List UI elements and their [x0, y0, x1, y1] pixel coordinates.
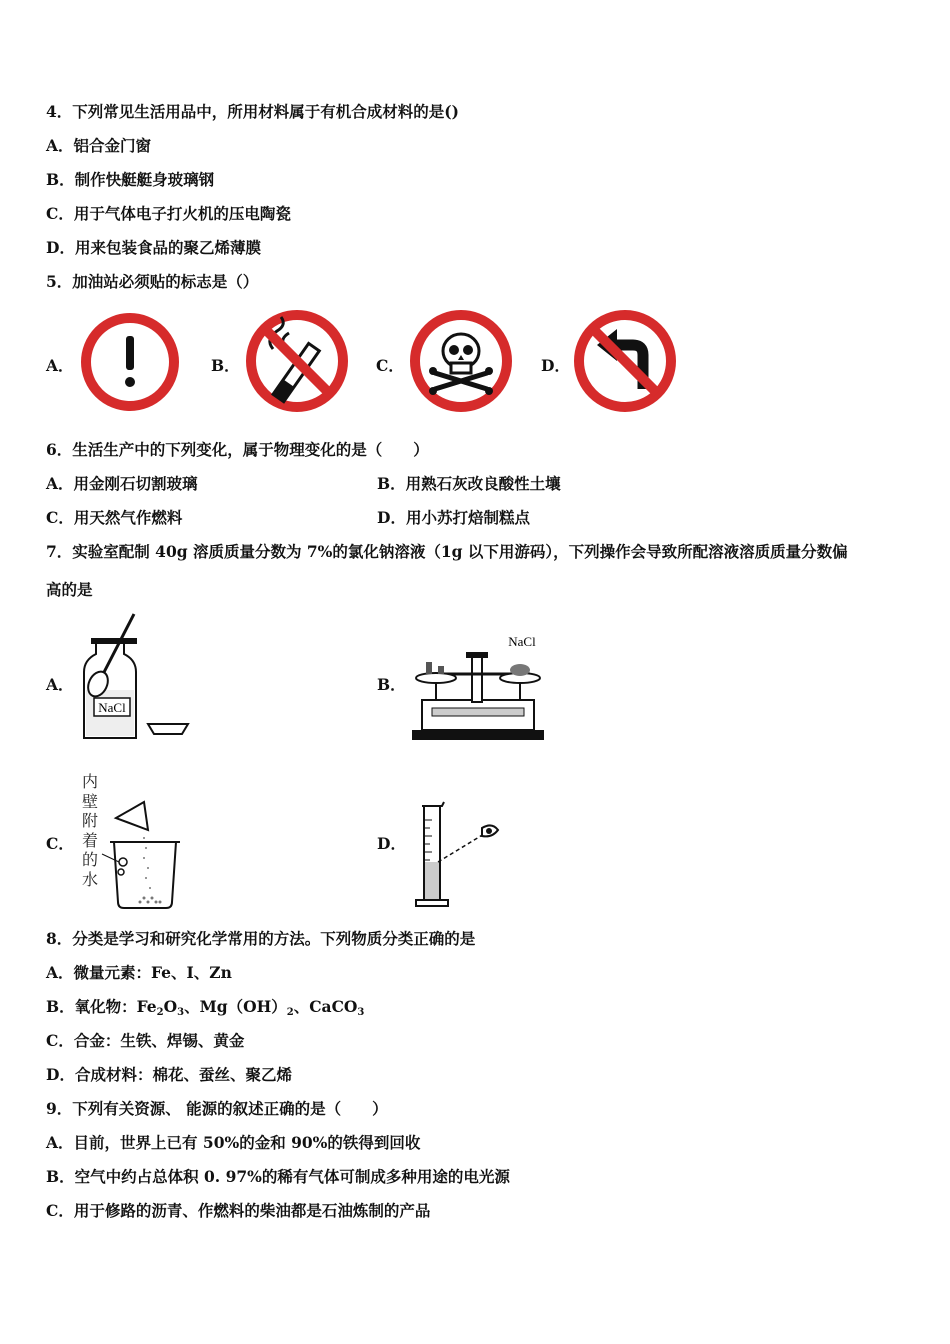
nacl-reagent-jar-with-spoon-icon	[78, 610, 193, 742]
note-char-2: 壁	[82, 791, 99, 811]
q8-option-d: D．合成材料：棉花、蚕丝、聚乙烯	[46, 1065, 292, 1084]
q7-label-a: A．	[46, 675, 74, 694]
note-char-1: 内	[82, 772, 99, 791]
q5-label-c: C．	[376, 356, 404, 375]
q4-option-c: C．用于气体电子打火机的压电陶瓷	[46, 204, 291, 223]
q8-option-c: C．合金：生铁、焊锡、黄金	[46, 1031, 245, 1050]
q8-b-text: 、Mg（OH）	[184, 997, 287, 1016]
jar-label-text: NaCl	[98, 700, 126, 715]
q4-option-a: A．铝合金门窗	[46, 136, 152, 155]
q9-option-b: B．空气中约占总体积 0. 97%的稀有气体可制成多种用途的电光源	[46, 1167, 510, 1186]
q9-stem: 9．下列有关资源、 能源的叙述正确的是（ ）	[46, 1099, 388, 1118]
graduated-cylinder-eye-icon	[412, 800, 502, 912]
q8-b-subscript: 2	[156, 1007, 164, 1018]
q7-stem-line1: 7．实验室配制 40g 溶质质量分数为 7%的氯化钠溶液（1g 以下用游码），下列操作会导致所配溶液溶质质量分数偏	[46, 542, 848, 561]
toxic-skull-sign-icon	[407, 307, 515, 415]
no-left-turn-sign-icon	[571, 307, 681, 415]
q6-option-b: B．用熟石灰改良酸性土壤	[377, 474, 561, 493]
q8-option-a: A．微量元素：Fe、I、Zn	[46, 963, 232, 982]
q8-stem: 8．分类是学习和研究化学常用的方法。下列物质分类正确的是	[46, 929, 476, 948]
q9-option-a: A．目前，世界上已有 50%的金和 90%的铁得到回收	[46, 1133, 421, 1152]
balance-scale-icon	[408, 628, 548, 742]
q7-label-b: B．	[377, 675, 406, 694]
q6-option-a: A．用金刚石切割玻璃	[46, 474, 198, 493]
q8-b-text: 、CaCO	[293, 997, 358, 1016]
q9-option-c: C．用于修路的沥青、作燃料的柴油都是石油炼制的产品	[46, 1201, 431, 1220]
q6-option-d: D．用小苏打焙制糕点	[377, 508, 530, 527]
balance-nacl-label: NaCl	[508, 634, 536, 649]
no-smoking-sign-icon	[243, 307, 351, 415]
q5-label-a: A．	[46, 356, 74, 375]
q7-label-d: D．	[377, 834, 406, 853]
note-char-3: 附	[82, 811, 99, 830]
q6-stem: 6．生活生产中的下列变化，属于物理变化的是（ ）	[46, 440, 429, 459]
beaker-inner-wall-note	[82, 772, 100, 889]
q5-label-d: D．	[541, 356, 570, 375]
q7-stem-line2: 高的是	[46, 580, 93, 599]
q4-option-d: D．用来包装食品的聚乙烯薄膜	[46, 238, 261, 257]
q6-option-c: C．用天然气作燃料	[46, 508, 183, 527]
q8-b-subscript: 3	[177, 1007, 185, 1018]
q8-b-subscript: 2	[286, 1007, 294, 1018]
q8-option-b	[46, 997, 364, 1023]
note-char-5: 的	[82, 850, 99, 869]
q5-stem: 5．加油站必须贴的标志是（）	[46, 272, 259, 291]
q8-b-text: B．氧化物：Fe	[46, 997, 157, 1016]
q7-label-c: C．	[46, 834, 74, 853]
q5-label-b: B．	[211, 356, 240, 375]
note-char-6: 水	[82, 869, 99, 889]
q8-b-text: O	[163, 997, 178, 1016]
q4-stem: 4．下列常见生活用品中，所用材料属于有机合成材料的是()	[46, 102, 459, 121]
q4-option-b: B．制作快艇艇身玻璃钢	[46, 170, 215, 189]
beaker-pouring-icon	[100, 798, 182, 910]
note-char-4: 着	[82, 830, 99, 850]
q8-b-subscript: 3	[357, 1007, 365, 1018]
exclamation-warning-sign-icon	[78, 310, 182, 414]
